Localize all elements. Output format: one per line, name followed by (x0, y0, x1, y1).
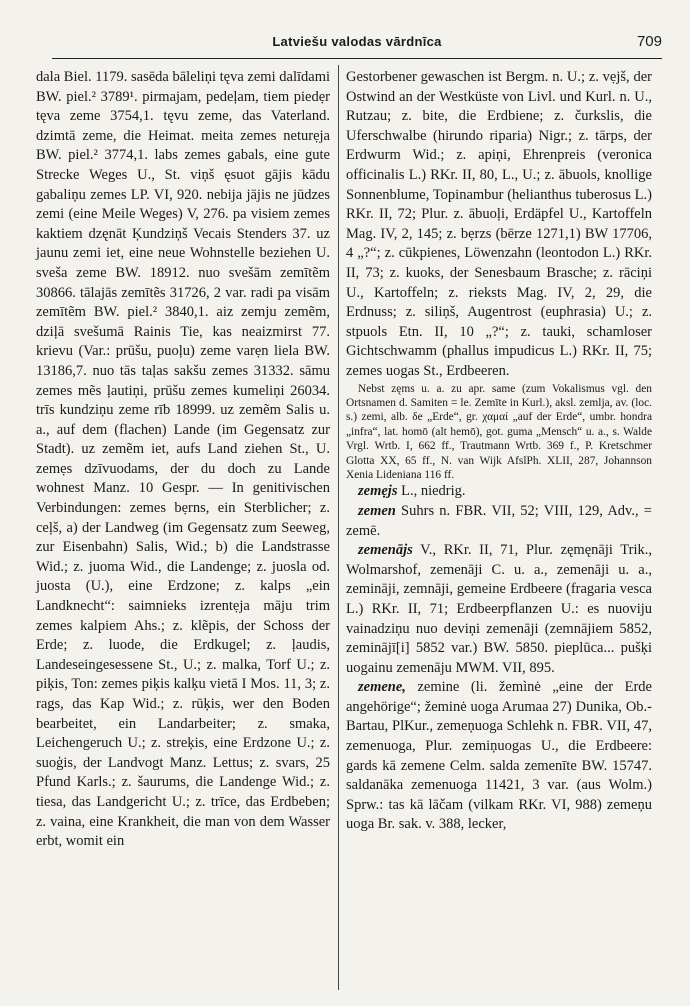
page-number: 709 (636, 33, 662, 50)
entry-body: L., niedrig. (397, 483, 466, 500)
entry-body: Suhrs n. FBR. VII, 52; VIII, 129, Adv., = zemē. (346, 502, 652, 539)
entry-zemenajs (346, 541, 652, 678)
headword: zemene, (358, 679, 406, 696)
header-rule (52, 58, 662, 59)
entry-body: V., RKr. II, 71, Plur. zęmęnāji Trik., Wolmarshof, zemenāji C. u. a., zemenāji u. a., zemināji, zemnāji, gemeine Erdbeere (fragaria vesca L.) RKr. II, 71; Erdbeerpflanzen U.: es nuoviju vainadziņu nuo deviņi zemenāji (zemnājiem 5852, zeminājī[i] 5852 var.) BW. 5850. pieplūca... pušķi uogainu zemenāju MWM. VII, 895. (346, 542, 652, 676)
entry-zemen (346, 502, 652, 541)
entry-continuation: Gestorbener gewaschen ist Bergm. n. U.; z. vẹjš, der Ostwind an der Westküste von Livl. und Kurl. n. U., Rutzau; z. bite, die Erdbiene; z. čurkslis, die Uferschwalbe (hirundo riparia) Nigr.; z. tārps, der Erdwurm Wid.; z. apiņi, Ehrenpreis (veronica officinalis L.) RKr. II, 80, L., U.; z. ābuols, knollige Sonnenblume, Topinambur (helianthus tuberosus L.) RKr. II, 72; Plur. z. ābuoļi, Erdäpfel U., Kartoffeln Mag. IV, 2, 145; z. bẹrzs (bērze 1271,1) BW 17706, 4 „?“; z. cūkpienes, Löwenzahn (leontodon L.) RKr. II, 73; z. kuoks, der Senesbaum Brasche; z. rāciņi U., Kartoffeln; z. rieksts Mag. IV, 2, 29, die Erdnuss; z. siliņš, Augentrost (euphrasia) U.; z. stpuols Etn. II, 10 „?“; z. tauki, schamloser Gichtschwamm (phallus impudicus L.) RKr. II, 75; zemes uogas St., Erdbeeren. (346, 69, 652, 379)
entry-text: dala Biel. 1179. sasēda bāleliņi tęva zemi dalīdami BW. piel.² 3789¹. pirmajam, pedeļam, tiem piedẹr tęva zeme 3754,1. tęvu zeme, das Vaterland. dzimtā zeme, die Heimat. meita zemes neturẹja BW. piel.² 3774,1. labs zemes gabals, eine gute Strecke Weges U., St. viņš ęsuot gājis kādu gabaliņu zemes LP. VI, 920. nebija jājis ne jūdzes zemi (eine Meile Weges) V, 276. pa visiem zemes kaktiem dzęnāt Ķundziņš Vecais Stenders 37. uz jaunu zemi iet, eine neue Wohnstelle beziehen U. sveša zeme BW. 18912. nuo svešām zemītẽm 30866. tālajās zemītẽs 31726, 2 var. radi pa visām zemītẽm BW. piel.² 3840,1. aiz zemju zemẽm, dziļā svešumā Rainis Tie, kas neaizmirst 77. krievu (Var.: prūšu, puoļu) zeme varẹn liela BW. 13186,7. nuo tās taļas sakšu zemes 31332. sāmu zemes mẽs ļautiņi, prūšu zemes kumeliņi 26034. trīs kundziņu zeme rīb 18999. uz zemẽm Salis u. a., auf dem (flachen) Lande (im Gegensatz zur Stadt). uz zemẽm iet, aufs Land ziehen St., U. zemẹs dzīvuodams, der du doch zu Lande wohnest Manz. 10 Gespr. — In genitivischen Verbindungen: zemes bẹrns, ein Sterblicher; z. ceļš, a) der Landweg (im Gegensatz zum Seeweg, zur Eisenbahn) Salis, Wid.; b) die Landstrasse Wid.; z. juoma Wid., die Landenge; z. juosla od. juosta (U.), eine Erdzone; z. kalps „ein Landknecht“: saimnieks izrentẹja māju trim zemes kalpiem Ahs.; z. klẽpis, der Schoss der Erde; z. luode, die Erdkugel; z. ļaudis, Landeseingesessene St., U.; z. malka, Torf U.; z. piķis, Ton: zemes piķis kalķu vietā I Mos. 11, 3; z. rags, das Kap Wid.; z. rūķis, wer den Boden bearbeitet, ein Landarbeiter; z. smaka, Leichengeruch U.; z. streķis, eine Erdzone U.; z. suoģis, der Landvogt Manz. Lettus; z. svars, 25 Pfund Karls.; z. šaurums, die Landenge Wid.; z. tiesa, das Landgericht U.; z. trīce, das Erdbeben; z. vaina, eine Krankheit, die man von dem Wasser erbt, womit ein (36, 69, 330, 850)
column-divider (338, 65, 339, 990)
right-column (346, 68, 652, 835)
entry-zemejs (346, 482, 652, 502)
running-title: Latviešu valodas vārdnīca (272, 34, 442, 49)
left-column (36, 68, 330, 852)
etymology-note: Nebst zęms u. a. zu apr. same (zum Vokalismus vgl. den Ortsnamen d. Samiten = le. Zemīte in Kurl.), aksl. zemlja, av. (loc. s.) zemi, alb. δe „Erde“, gr. χαμαί „auf der Erde“, umbr. hondra „infra“, lat. homō (alt hemō), got. guma „Mensch“ u. a., s. Walde Vrgl. Wrtb. I, 662 ff., Trautmann Wrtb. 369 f., P. Kretschmer Glotta XX, 65 ff., N. van Wijk AfslPh. XLII, 287, Johannson Xenia Lideniana 116 ff. (346, 382, 652, 481)
headword: zemen (358, 502, 396, 519)
headword: zemenājs (358, 542, 413, 559)
entry-body: zemine (li. žemìnė „eine der Erde angehörige“; žeminė uoga Arumaa 27) Dunika, Ob.-Bartau, PlKur., zemeņuoga Schlehk n. FBR. VII, 47, zemenuoga, Plur. zemiņuogas U., die Erdbeere: gards kā zemene Celm. salda zemenīte BW. 15747. saldanāka zemenuoga 11421, 3 var. (aus Wolm.) Sprw.: tas kā lāčam (vilkam RKr. VI, 988) zemeņu uoga Br. sak. v. 388, lecker, (346, 679, 652, 833)
headword: zemẹjs (358, 483, 398, 500)
page-header (52, 32, 662, 56)
entry-zemene (346, 678, 652, 835)
